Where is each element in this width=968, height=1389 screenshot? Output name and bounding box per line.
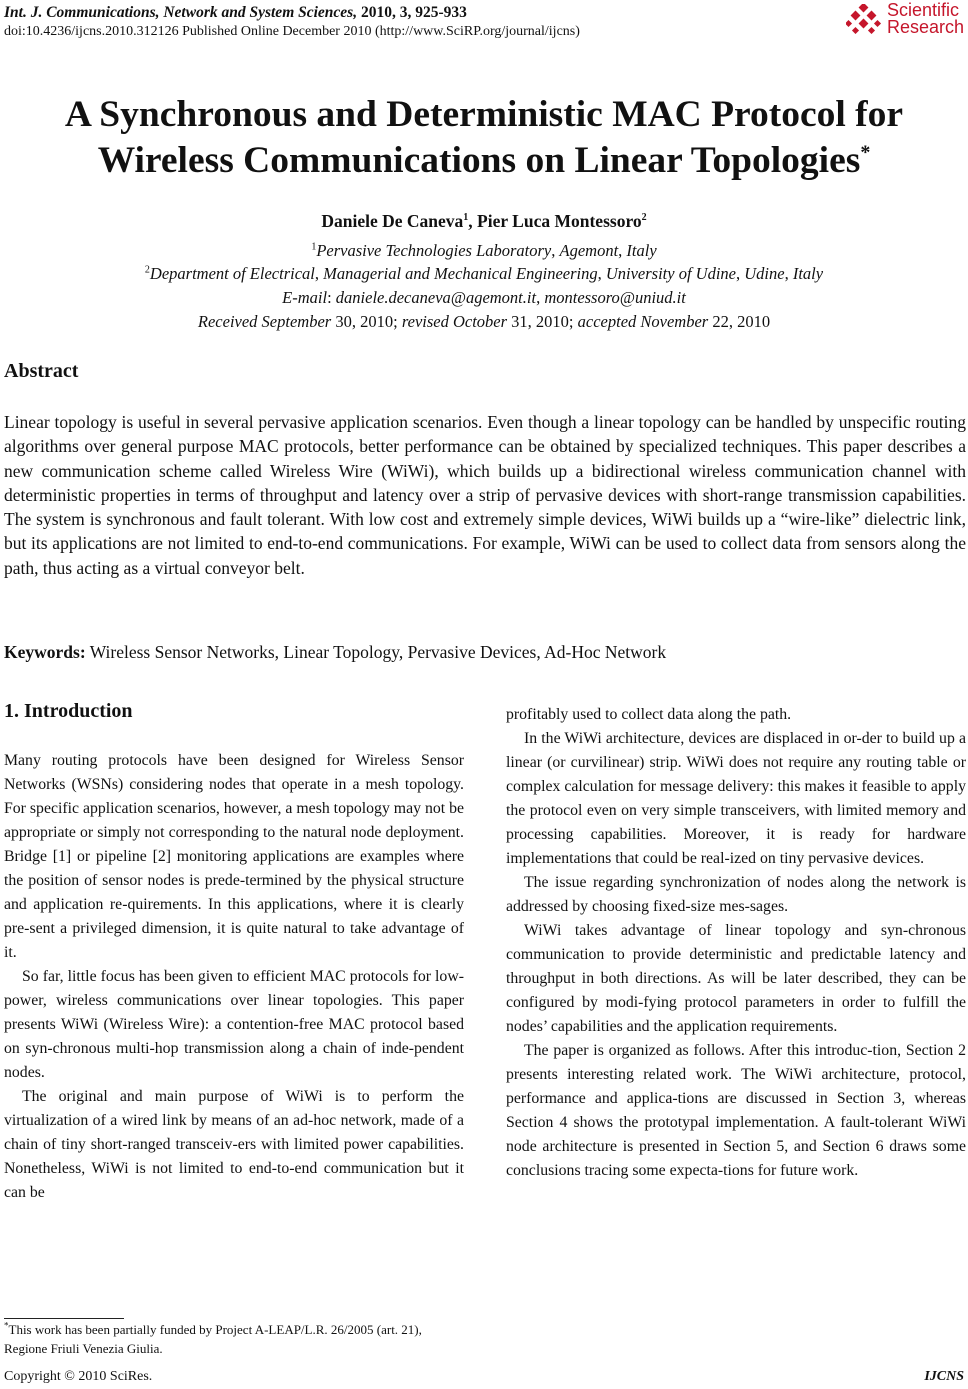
keywords-label: Keywords: [4, 642, 86, 662]
affiliation-separator: , [597, 264, 606, 283]
affiliation-part: Managerial and Mechanical Engineering [323, 264, 598, 283]
author-list [0, 211, 968, 232]
author-affiliation-mark: 1 [463, 212, 469, 224]
email-separator: , [536, 288, 545, 307]
author-name: Pier Luca Montessoro [477, 211, 642, 231]
doi-line: doi:10.4236/ijcns.2010.312126 Published Online December 2010 (http://www.SciRP.org/journal/ijcns) [4, 24, 580, 39]
journal-citation [4, 4, 467, 22]
author-separator: , [468, 211, 478, 231]
abstract-text: Linear topology is useful in several pervasive application scenarios. Even though a linear topology can be handled by unspecific routing algorithms over general purpose MAC protocols, better performance can be obtained by specialized techniques. This paper describes a new communication scheme called Wireless Wire (WiWi), which builds up a bidirectional wireless communication channel with deterministic properties in terms of throughput and latency over a strip of pervasive devices with short-range transmission capabilities. The system is synchronous and fault tolerant. With low cost and extremely simple devices, WiWi builds up a “wire-like” dielectric link, but its applications are not limited to end-to-end communications. For example, WiWi can be used to collect data from sensors along the path, thus acting as a virtual conveyor belt. [4, 412, 966, 578]
affiliation-mark: 2 [144, 264, 150, 276]
revised-date: 31, 2010; [507, 312, 578, 331]
paragraph: The original and main purpose of WiWi is to perform the virtualization of a wired link by means of an ad-hoc network, made of a chain of tiny short-ranged transceiv-ers with limited power capabilities. Nonetheless, WiWi is not limited to end-to-end communication but it can be [4, 1088, 464, 1201]
affiliation-part: Agemont [559, 241, 619, 260]
keywords [4, 642, 666, 663]
keywords-list: Wireless Sensor Networks, Linear Topology, Pervasive Devices, Ad-Hoc Network [85, 642, 667, 662]
email-address[interactable]: daniele.decaneva@agemont.it [335, 288, 537, 307]
accepted-label: accepted November [577, 312, 709, 331]
footnote [4, 1320, 466, 1358]
paragraph: The paper is organized as follows. After this introduc-tion, Section 2 presents interesting related work. The WiWi architecture, protocol, performance and applica-tions are discussed in Section 3, whereas Section 4 shows the prototypal implementation. A fault-tolerant WiWi node architecture is presented in Section 5, and Section 6 draws some conclusions tracing some expecta-tions for future work. [506, 1042, 966, 1179]
email-line [0, 288, 968, 308]
accepted-date: 22, 2010 [708, 312, 771, 331]
footnote-text: This work has been partially funded by Project A-LEAP/L.R. 26/2005 (art. 21), Regione Friuli Venezia Giulia. [4, 1322, 422, 1356]
affiliation-mark: 1 [311, 241, 317, 253]
journal-details: 2010, 3, 925-933 [357, 4, 467, 21]
paragraph: profitably used to collect data along the path. [506, 706, 792, 723]
paragraph: The issue regarding synchronization of nodes along the network is addressed by choosing fixed-size mes-sages. [506, 874, 966, 915]
revised-label: revised October [401, 312, 508, 331]
affiliation-part: Udine [744, 264, 785, 283]
affiliation-1 [0, 241, 968, 261]
paper-title-line1: A Synchronous and Deterministic MAC Protocol for [64, 94, 904, 135]
logo-text [887, 2, 964, 36]
received-date: 30, 2010; [331, 312, 402, 331]
paragraph: Many routing protocols have been designed for Wireless Sensor Networks (WSNs) considering nodes that operate in a mesh topology. For specific application scenarios, however, a mesh topology may not be appropriate or simply not corresponding to the natural node deployment. Bridge [1] or pipeline [2] monitoring applications are examples where the position of sensor nodes is prede-termined by the physical structure and application re-quirements. In this applications, where it is clearly pre-sent a privileged dimension, it is quite natural to take advantage of it. [4, 752, 464, 961]
affiliation-part: Department of Electrical [149, 264, 315, 283]
affiliation-separator: , [618, 241, 627, 260]
author-name: Daniele De Caneva [321, 211, 464, 231]
affiliation-separator: , [736, 264, 745, 283]
paragraph: In the WiWi architecture, devices are displaced in or-der to build up a linear (or curvilinear) strip. WiWi does not require any routing table or complex calculation for message delivery: this makes it feasible to apply the protocol even on very simple transceivers, with limited memory and processing capabilities. Moreover, it is ready for hardware implementations that could be real-ized on tiny pervasive devices. [506, 730, 966, 867]
paper-title [0, 92, 968, 184]
publisher-logo [846, 2, 964, 36]
affiliation-separator: , [551, 241, 560, 260]
abstract-heading: Abstract [4, 360, 79, 382]
email-label: E-mail [282, 288, 328, 307]
logo-mark-icon [846, 4, 882, 34]
journal-name: Int. J. Communications, Network and System Sciences, [4, 4, 358, 21]
affiliation-separator: , [314, 264, 324, 283]
footnote-mark: * [4, 1320, 9, 1331]
affiliation-part: Italy [626, 241, 657, 260]
affiliation-part: University of Udine [605, 264, 736, 283]
right-column [506, 703, 966, 1183]
copyright-notice: Copyright © 2010 SciRes. [4, 1369, 153, 1384]
affiliation-part: Italy [792, 264, 824, 283]
journal-abbreviation: IJCNS [924, 1369, 964, 1384]
affiliation-separator: , [784, 264, 793, 283]
received-label: Received September [197, 312, 332, 331]
footnote-rule [4, 1318, 124, 1319]
paragraph: So far, little focus has been given to efficient MAC protocols for low-power, wireless communications over linear topologies. This paper presents WiWi (Wireless Wire): a contention-free MAC protocol based on syn-chronous multi-hop transmission along a chain of inde-pendent nodes. [4, 968, 464, 1081]
email-address[interactable]: montessoro@uniud.it [544, 288, 686, 307]
section-heading: 1. Introduction [4, 700, 133, 722]
logo-text-line1: Scientific [886, 0, 959, 20]
left-column [4, 749, 464, 1205]
affiliation-part: Pervasive Technologies Laboratory [316, 241, 552, 260]
title-footnote-mark: * [860, 141, 871, 164]
affiliation-2 [0, 264, 968, 284]
paragraph: WiWi takes advantage of linear topology and syn-chronous communication to provide deterministic and predictable latency and throughput in both directions. As will be later described, they can be configured by modi-fying protocol parameters in order to fulfill the nodes’ capabilities and the application requirements. [506, 922, 966, 1035]
paper-title-line2: Wireless Communications on Linear Topologies [97, 140, 861, 181]
author-affiliation-mark: 2 [641, 212, 647, 224]
logo-text-line2: Research [886, 17, 964, 37]
email-colon: : [327, 288, 336, 307]
received-dates [0, 312, 968, 332]
